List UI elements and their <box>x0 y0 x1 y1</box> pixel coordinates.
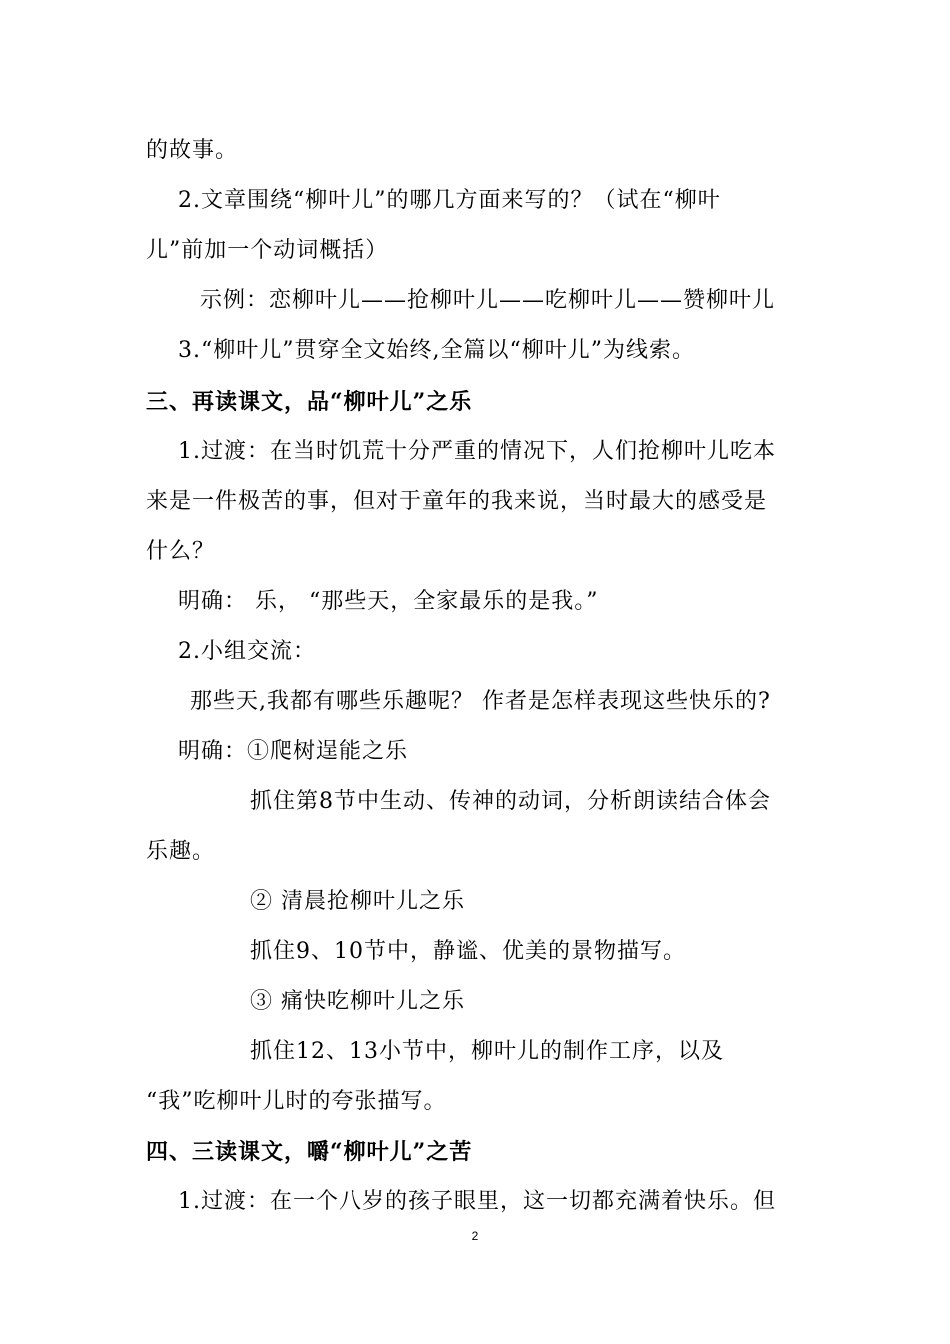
question-line: 儿”前加一个动词概括） <box>146 238 389 263</box>
page-number: 2 <box>471 1229 479 1243</box>
list-item: ② 清晨抢柳叶儿之乐 <box>250 889 465 914</box>
answer-line: 明确：①爬树逞能之乐 <box>178 739 409 764</box>
paragraph-line: 抓住第8节中生动、传神的动词，分析朗读结合体会 <box>250 789 771 814</box>
paragraph-line: 3.“柳叶儿”贯穿全文始终,全篇以“柳叶儿”为线索。 <box>178 338 695 363</box>
paragraph-line: 抓住9、10节中，静谧、优美的景物描写。 <box>250 939 686 964</box>
paragraph-line: 的故事。 <box>146 138 239 163</box>
section-heading: 四、三读课文，嚼“柳叶儿”之苦 <box>146 1139 473 1165</box>
paragraph-line: 1.过渡：在一个八岁的孩子眼里，这一切都充满着快乐。但 <box>178 1189 776 1214</box>
paragraph-line: 乐趣。 <box>146 839 216 864</box>
list-item: ③ 痛快吃柳叶儿之乐 <box>250 989 465 1014</box>
paragraph-line: 那些天,我都有哪些乐趣呢？ 作者是怎样表现这些快乐的? <box>190 689 771 714</box>
section-heading: 三、再读课文，品“柳叶儿”之乐 <box>146 389 473 415</box>
paragraph-line: 2.小组交流： <box>178 639 316 664</box>
paragraph-line: 1.过渡：在当时饥荒十分严重的情况下，人们抢柳叶儿吃本 <box>178 439 776 464</box>
answer-line: 明确： 乐， “那些天，全家最乐的是我。” <box>178 589 599 614</box>
question-line: 2.文章围绕“柳叶儿”的哪几方面来写的？（试在“柳叶 <box>178 188 721 213</box>
paragraph-line: “我”吃柳叶儿时的夸张描写。 <box>146 1089 447 1114</box>
paragraph-line: 抓住12、13小节中，柳叶儿的制作工序，以及 <box>250 1039 724 1064</box>
example-line: 示例：恋柳叶儿——抢柳叶儿——吃柳叶儿——赞柳叶儿 <box>200 288 776 313</box>
paragraph-line: 什么？ <box>146 539 216 564</box>
paragraph-line: 来是一件极苦的事，但对于童年的我来说，当时最大的感受是 <box>146 489 768 514</box>
